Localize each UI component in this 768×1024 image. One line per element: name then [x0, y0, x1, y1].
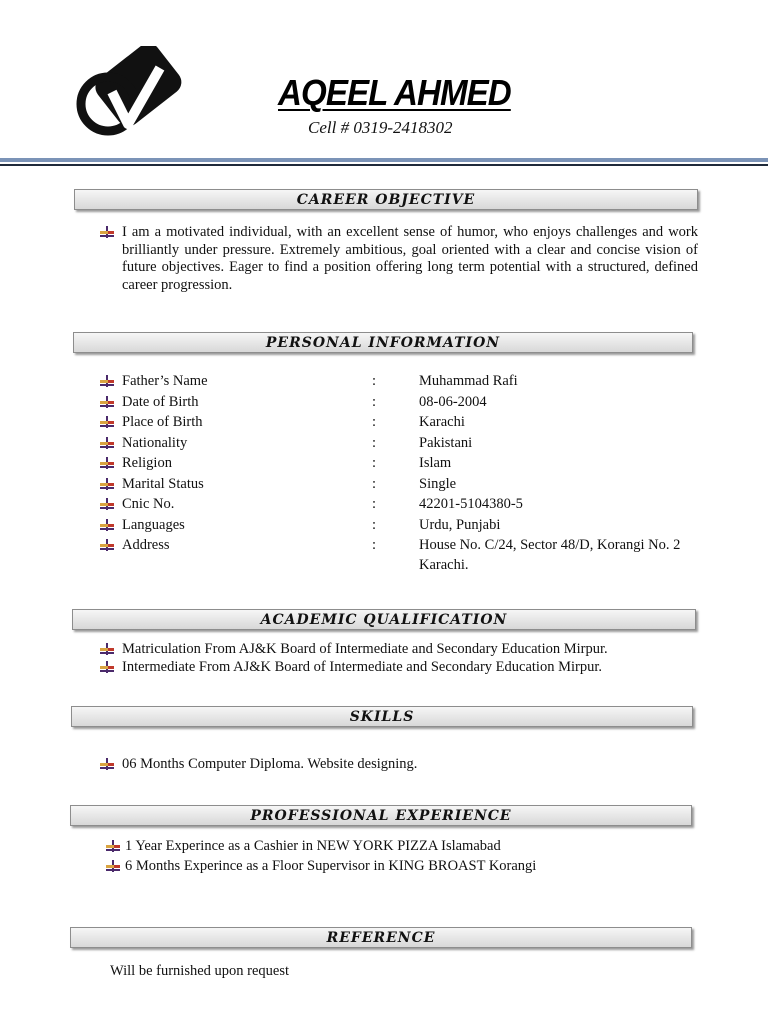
skill-item: 06 Months Computer Diploma. Website designing.	[122, 756, 418, 772]
cv-logo	[76, 46, 194, 144]
academic-item: Intermediate From AJ&K Board of Intermediate and Secondary Education Mirpur.	[122, 659, 602, 675]
info-value-cnic: 42201-5104380-5	[419, 496, 523, 512]
info-value-address-line2: Karachi.	[419, 557, 469, 573]
info-label-cnic: Cnic No.	[122, 496, 175, 512]
bullet-icon	[100, 758, 114, 770]
header-rule-dark	[0, 164, 768, 166]
bullet-icon	[100, 437, 114, 449]
info-separator: :	[372, 394, 377, 410]
info-value-nationality: Pakistani	[419, 435, 473, 451]
section-header-reference: REFERENCE	[70, 927, 692, 948]
bullet-icon	[100, 375, 114, 387]
bullet-icon	[106, 860, 120, 872]
bullet-icon	[100, 539, 114, 551]
bullet-icon	[106, 840, 120, 852]
section-header-skills: SKILLS	[71, 706, 693, 727]
section-header-career-objective: CAREER OBJECTIVE	[74, 189, 698, 210]
section-header-personal-information: PERSONAL INFORMATION	[73, 332, 693, 353]
info-label-marital-status: Marital Status	[122, 476, 204, 492]
bullet-icon	[100, 519, 114, 531]
info-value-place-of-birth: Karachi	[419, 414, 465, 430]
info-separator: :	[372, 373, 377, 389]
info-separator: :	[372, 435, 377, 451]
career-objective-text: I am a motivated individual, with an excellent sense of humor, who enjoys challenges and work brilliantly under pressure. Extremely ambitious, goal oriented with a clear and concise vision of future objectives. Eager to find a position offering long term potential with a structured, defined career progression.	[122, 224, 698, 293]
bullet-icon	[100, 478, 114, 490]
info-value-languages: Urdu, Punjabi	[419, 517, 501, 533]
header-rule-blue	[0, 158, 768, 162]
reference-text: Will be furnished upon request	[110, 963, 290, 979]
info-separator: :	[372, 455, 377, 471]
info-separator: :	[372, 476, 377, 492]
info-value-marital-status: Single	[419, 476, 457, 492]
info-separator: :	[372, 537, 377, 553]
section-header-professional-experience: PROFESSIONAL EXPERIENCE	[70, 805, 692, 826]
info-separator: :	[372, 414, 377, 430]
bullet-icon	[100, 396, 114, 408]
bullet-icon	[100, 416, 114, 428]
experience-item: 6 Months Experince as a Floor Supervisor in KING BROAST Korangi	[125, 858, 537, 874]
info-separator: :	[372, 496, 377, 512]
info-separator: :	[372, 517, 377, 533]
bullet-icon	[100, 661, 114, 673]
experience-item: 1 Year Experince as a Cashier in NEW YORK PIZZA Islamabad	[125, 838, 501, 854]
info-label-place-of-birth: Place of Birth	[122, 414, 203, 430]
candidate-name: AQEEL AHMED	[278, 72, 511, 113]
info-value-religion: Islam	[419, 455, 452, 471]
academic-item: Matriculation From AJ&K Board of Intermediate and Secondary Education Mirpur.	[122, 641, 608, 657]
info-label-date-of-birth: Date of Birth	[122, 394, 199, 410]
info-label-fathers-name: Father’s Name	[122, 373, 208, 389]
bullet-icon	[100, 643, 114, 655]
bullet-icon	[100, 498, 114, 510]
bullet-icon	[100, 226, 114, 238]
info-value-fathers-name: Muhammad Rafi	[419, 373, 518, 389]
cell-number: Cell # 0319-2418302	[308, 118, 453, 137]
info-value-date-of-birth: 08-06-2004	[419, 394, 487, 410]
info-label-nationality: Nationality	[122, 435, 188, 451]
section-header-academic-qualification: ACADEMIC QUALIFICATION	[72, 609, 696, 630]
info-label-address: Address	[122, 537, 170, 553]
info-value-address: House No. C/24, Sector 48/D, Korangi No. 2	[419, 537, 681, 553]
bullet-icon	[100, 457, 114, 469]
info-label-religion: Religion	[122, 455, 172, 471]
info-label-languages: Languages	[122, 517, 185, 533]
